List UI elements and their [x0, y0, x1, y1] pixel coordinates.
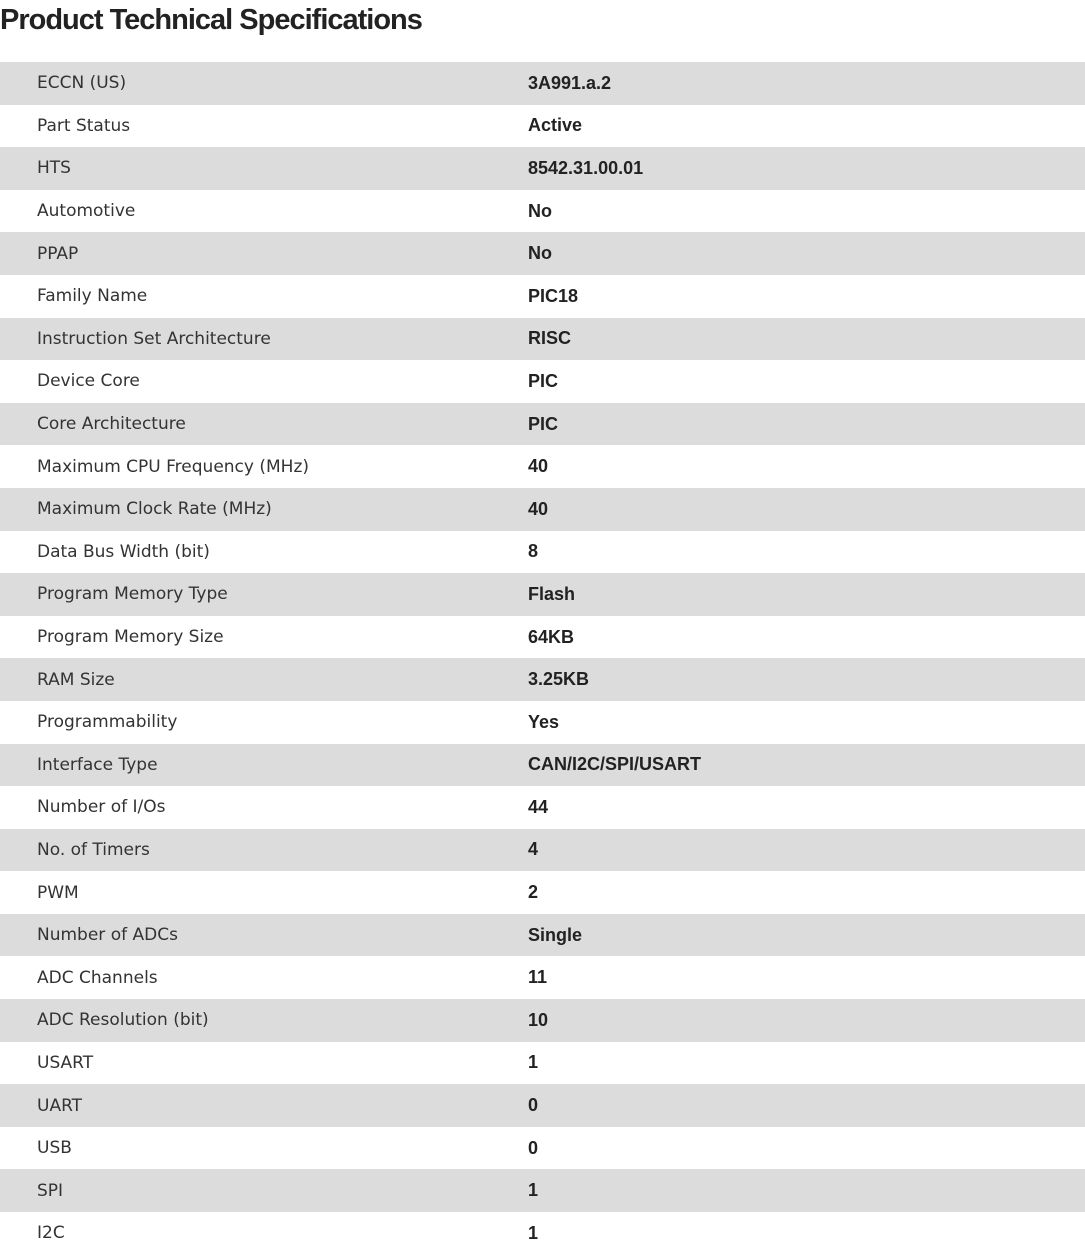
spec-label: I2C: [37, 1223, 65, 1244]
spec-row: [0, 232, 1085, 275]
spec-row: [0, 999, 1085, 1042]
spec-label: ADC Resolution (bit): [37, 1010, 209, 1031]
spec-row: [0, 1212, 1085, 1255]
spec-row: [0, 488, 1085, 531]
spec-label: Core Architecture: [37, 414, 186, 435]
spec-value: Flash: [528, 583, 576, 604]
spec-value: PIC18: [528, 285, 579, 306]
spec-value: No: [528, 200, 552, 221]
spec-row: [0, 275, 1085, 318]
spec-row: [0, 62, 1085, 105]
spec-row: [0, 403, 1085, 446]
spec-value: Yes: [528, 711, 560, 732]
spec-value: 11: [528, 967, 548, 988]
spec-value: 8: [528, 541, 539, 562]
spec-row: [0, 190, 1085, 233]
spec-value: PIC: [528, 370, 559, 391]
spec-value: 3.25KB: [528, 669, 590, 690]
spec-label: Data Bus Width (bit): [37, 541, 210, 562]
spec-value: 1: [528, 1052, 539, 1073]
spec-value: CAN/I2C/SPI/USART: [528, 754, 702, 775]
spec-label: SPI: [37, 1180, 64, 1201]
spec-label: ECCN (US): [37, 73, 127, 94]
spec-label: Interface Type: [37, 754, 158, 775]
spec-value: 1: [528, 1222, 539, 1243]
spec-label: Instruction Set Architecture: [37, 328, 271, 349]
spec-label: Maximum CPU Frequency (MHz): [37, 456, 309, 477]
spec-value: 10: [528, 1009, 549, 1030]
spec-label: Automotive: [37, 201, 136, 222]
spec-row: [0, 616, 1085, 659]
spec-label: Maximum Clock Rate (MHz): [37, 499, 272, 520]
spec-value: PIC: [528, 413, 559, 434]
spec-label: ADC Channels: [37, 967, 158, 988]
spec-row: [0, 744, 1085, 787]
spec-label: Number of I/Os: [37, 797, 166, 818]
spec-label: No. of Timers: [37, 839, 150, 860]
spec-value: 4: [528, 839, 539, 860]
spec-label: UART: [37, 1095, 83, 1116]
spec-label: Program Memory Type: [37, 584, 228, 605]
page-title: Product Technical Specifications: [0, 4, 422, 36]
spec-value: 2: [528, 882, 539, 903]
spec-row: [0, 1042, 1085, 1085]
spec-label: Number of ADCs: [37, 925, 178, 946]
spec-label: PPAP: [37, 243, 79, 264]
spec-value: 8542.31.00.01: [528, 157, 644, 178]
spec-table: [0, 62, 1085, 1255]
spec-row: [0, 701, 1085, 744]
spec-label: PWM: [37, 882, 79, 903]
spec-label: USART: [37, 1052, 94, 1073]
spec-row: [0, 786, 1085, 829]
spec-label: RAM Size: [37, 669, 115, 690]
spec-value: 1: [528, 1180, 539, 1201]
spec-row: [0, 573, 1085, 616]
spec-value: No: [528, 243, 552, 264]
spec-label: Part Status: [37, 115, 131, 136]
spec-value: 0: [528, 1137, 539, 1158]
spec-value: 0: [528, 1095, 539, 1116]
spec-row: [0, 871, 1085, 914]
spec-value: RISC: [528, 328, 572, 349]
spec-row: [0, 105, 1085, 148]
spec-label: Family Name: [37, 286, 148, 307]
spec-value: 44: [528, 796, 549, 817]
spec-value: Active: [528, 115, 583, 136]
spec-row: [0, 914, 1085, 957]
spec-row: [0, 445, 1085, 488]
spec-row: [0, 147, 1085, 190]
spec-row: [0, 829, 1085, 872]
spec-value: 40: [528, 498, 549, 519]
spec-label: Program Memory Size: [37, 627, 224, 648]
spec-row: [0, 1084, 1085, 1127]
spec-row: [0, 360, 1085, 403]
spec-label: HTS: [37, 158, 71, 179]
spec-row: [0, 658, 1085, 701]
spec-value: 64KB: [528, 626, 575, 647]
spec-row: [0, 531, 1085, 574]
spec-label: Programmability: [37, 712, 178, 733]
spec-value: 3A991.a.2: [528, 72, 612, 93]
spec-row: [0, 956, 1085, 999]
spec-value: 40: [528, 456, 549, 477]
spec-value: Single: [528, 924, 583, 945]
spec-label: Device Core: [37, 371, 140, 392]
spec-row: [0, 318, 1085, 361]
spec-row: [0, 1127, 1085, 1170]
spec-label: USB: [37, 1138, 72, 1159]
spec-row: [0, 1169, 1085, 1212]
